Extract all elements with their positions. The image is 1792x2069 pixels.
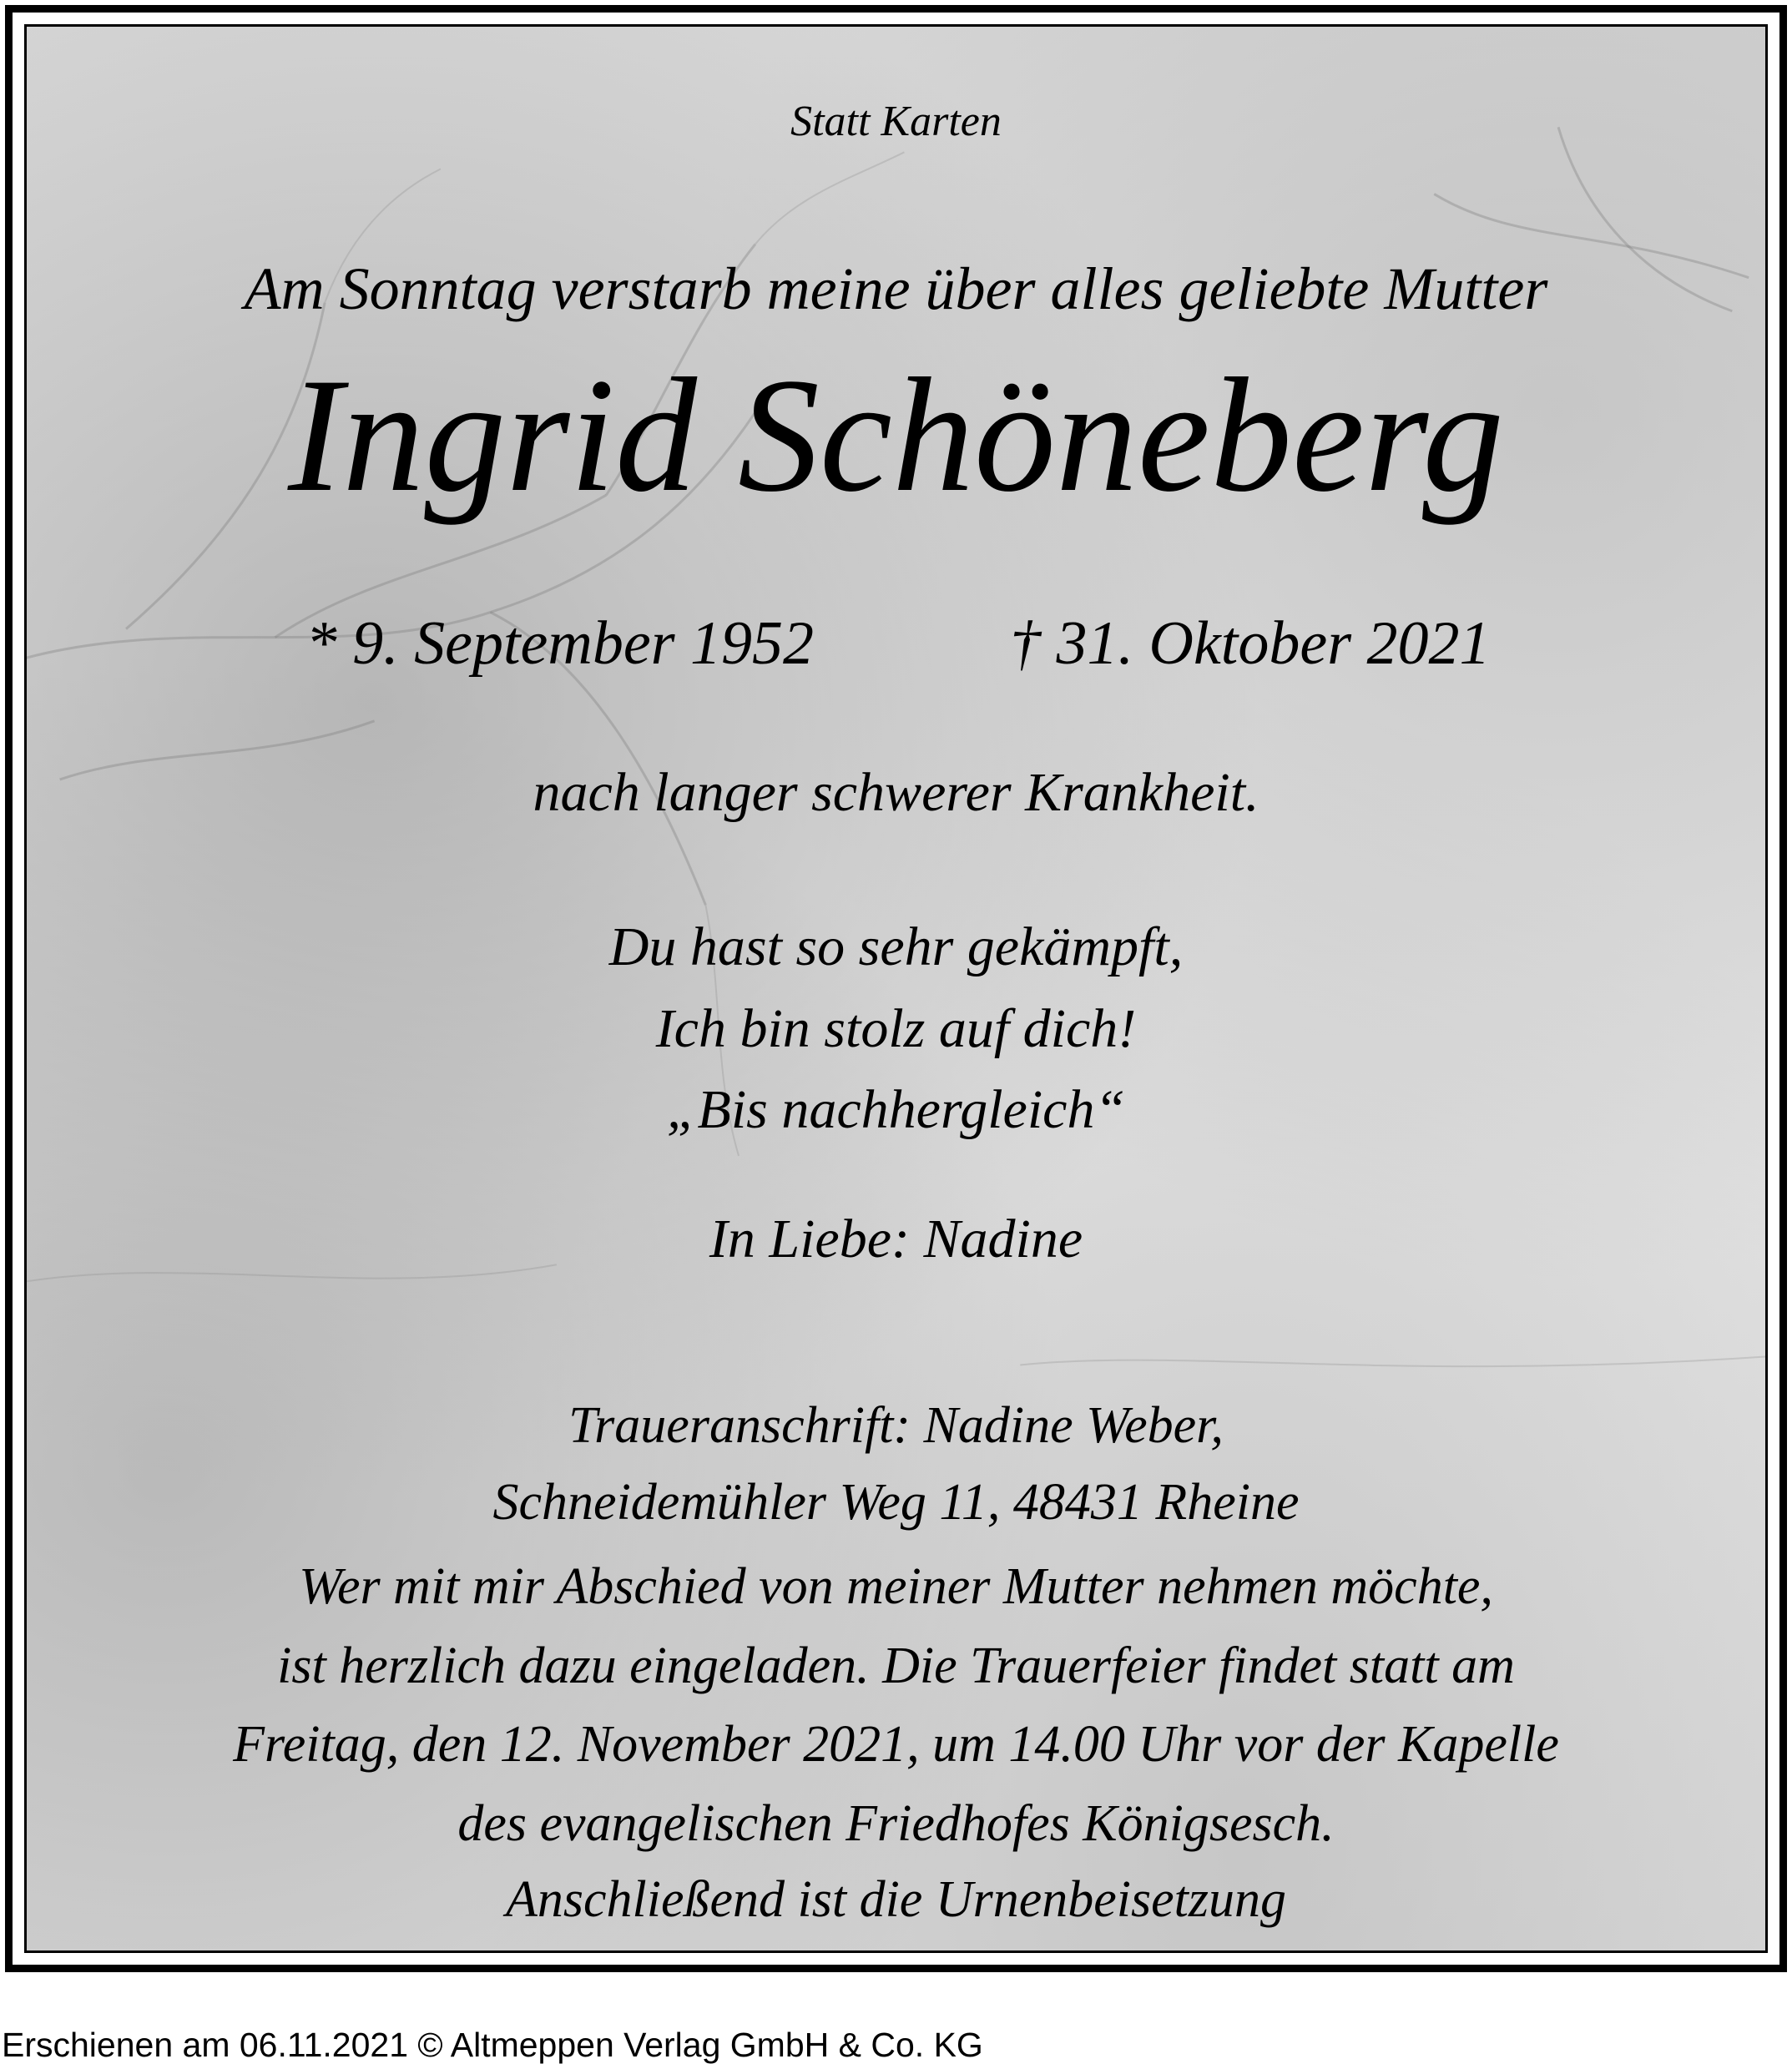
address-line: Schneidemühler Weg 11, 48431 Rheine [492, 1474, 1300, 1531]
publication-credit: Erschienen am 06.11.2021 © Altmeppen Verlag GmbH & Co. KG [2, 2026, 983, 2064]
funeral-line: des evangelischen Friedhofes Königsesch. [457, 1795, 1335, 1852]
address-line: Traueranschrift: Nadine Weber, [568, 1397, 1224, 1454]
poem-line: „Bis nachhergleich“ [666, 1079, 1126, 1140]
cause-line: nach langer schwerer Krankheit. [533, 762, 1259, 823]
signature-line: In Liebe: Nadine [709, 1209, 1083, 1269]
death-date: † 31. Oktober 2021 [1010, 609, 1491, 678]
notice-frame [5, 5, 1787, 1972]
poem-line: Du hast so sehr gekämpft, [608, 916, 1184, 977]
funeral-line: Anschließend ist die Urnenbeisetzung [506, 1871, 1286, 1928]
funeral-line: ist herzlich dazu eingeladen. Die Trauerfeier findet statt am [277, 1638, 1515, 1694]
notice-panel [24, 24, 1768, 1953]
deceased-name: Ingrid Schöneberg [288, 345, 1504, 526]
statt-karten-heading: Statt Karten [790, 98, 1002, 145]
intro-line: Am Sonntag verstarb meine über alles geliebte Mutter [244, 255, 1548, 322]
funeral-line: Wer mit mir Abschied von meiner Mutter nehmen möchte, [299, 1558, 1493, 1615]
poem-line: Ich bin stolz auf dich! [655, 998, 1137, 1059]
birth-date: * 9. September 1952 [305, 609, 814, 678]
funeral-line: Freitag, den 12. November 2021, um 14.00 Uhr vor der Kapelle [233, 1716, 1559, 1773]
